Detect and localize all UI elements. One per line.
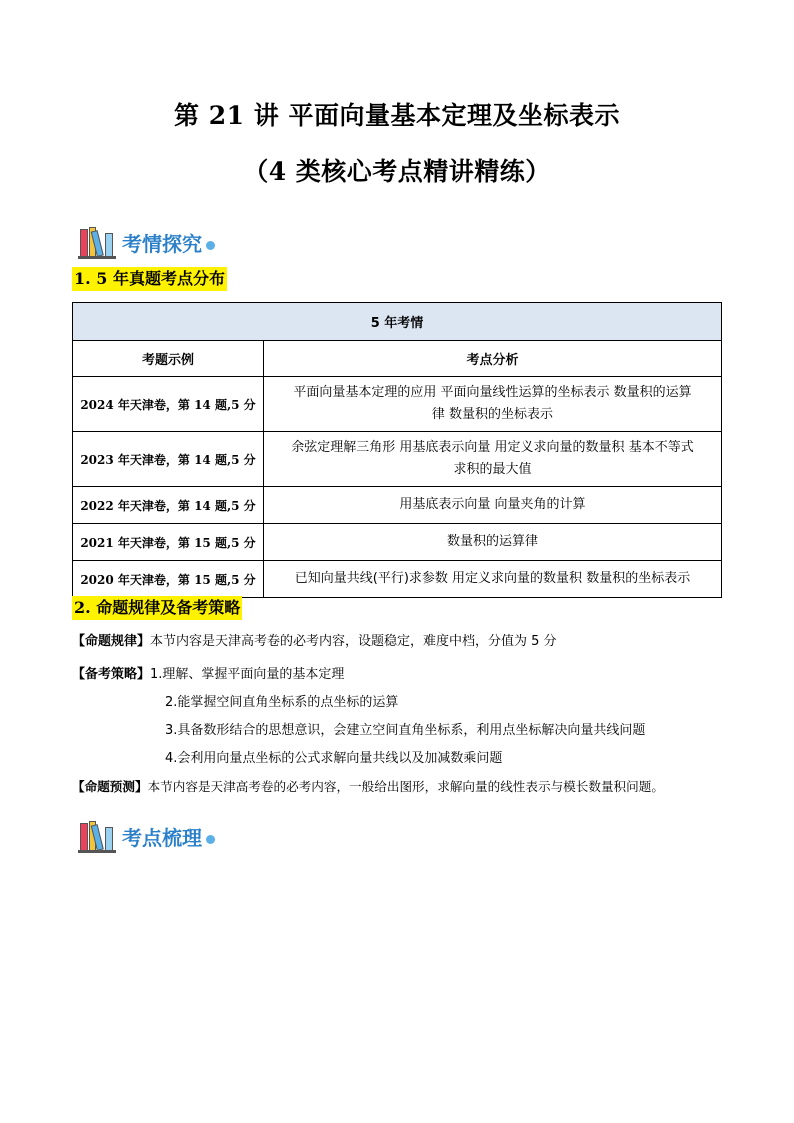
heading-rules-strategy: 2. 命题规律及备考策略 bbox=[72, 596, 242, 620]
analysis-cell: 数量积的运算律 bbox=[264, 524, 722, 561]
table-row bbox=[73, 524, 722, 561]
table-column-row bbox=[73, 341, 722, 377]
books-icon bbox=[78, 819, 118, 853]
dot-icon bbox=[206, 241, 215, 250]
dot-icon bbox=[206, 835, 215, 844]
table-header: 5 年考情 bbox=[73, 303, 722, 341]
table-row bbox=[73, 432, 722, 487]
strategy-label: 【备考策略】 bbox=[72, 667, 151, 682]
rule-paragraph bbox=[72, 632, 557, 652]
exam-cell: 2021 年天津卷，第 15 题,5 分 bbox=[73, 524, 264, 561]
section-header-key-points bbox=[78, 818, 215, 854]
analysis-cell: 用基底表示向量 向量夹角的计算 bbox=[264, 487, 722, 524]
table-row bbox=[73, 377, 722, 432]
rule-text: 本节内容是天津高考卷的必考内容，设题稳定，难度中档，分值为 5 分 bbox=[150, 634, 557, 649]
analysis-cell: 已知向量共线(平行)求参数 用定义求向量的数量积 数量积的坐标表示 bbox=[264, 561, 722, 598]
column-header-analysis: 考点分析 bbox=[264, 341, 722, 377]
table-row bbox=[73, 487, 722, 524]
table-row bbox=[73, 561, 722, 598]
heading-5-year-distribution: 1. 5 年真题考点分布 bbox=[72, 267, 227, 291]
lecture-title: 第 21 讲 平面向量基本定理及坐标表示 bbox=[174, 101, 620, 130]
books-icon bbox=[78, 225, 118, 259]
section-title: 考点梳理 bbox=[122, 825, 202, 850]
strategy-item: 1.理解、掌握平面向量的基本定理 bbox=[150, 667, 345, 682]
lecture-subtitle: （4 类核心考点精讲精练） bbox=[243, 157, 551, 186]
strategy-item: 3.具备数形结合的思想意识，会建立空间直角坐标系，利用点坐标解决向量共线问题 bbox=[165, 723, 646, 738]
column-header-exam: 考题示例 bbox=[73, 341, 264, 377]
section-title: 考情探究 bbox=[122, 231, 202, 256]
strategy-item: 4.会利用向量点坐标的公式求解向量共线以及加减数乘问题 bbox=[165, 751, 503, 766]
exam-distribution-table bbox=[72, 302, 722, 598]
rule-label: 【命题规律】 bbox=[72, 634, 151, 649]
exam-cell: 2020 年天津卷，第 15 题,5 分 bbox=[73, 561, 264, 598]
strategy-paragraph bbox=[72, 665, 344, 685]
exam-cell: 2022 年天津卷，第 14 题,5 分 bbox=[73, 487, 264, 524]
forecast-label: 【命题预测】 bbox=[72, 779, 148, 794]
forecast-text: 本节内容是天津高考卷的必考内容，一般给出图形，求解向量的线性表示与模长数量积问题。 bbox=[147, 779, 664, 794]
exam-cell: 2024 年天津卷，第 14 题,5 分 bbox=[73, 377, 264, 432]
section-header-exam-analysis bbox=[78, 224, 215, 260]
forecast-paragraph bbox=[72, 777, 664, 797]
table-header-row bbox=[73, 303, 722, 341]
exam-cell: 2023 年天津卷，第 14 题,5 分 bbox=[73, 432, 264, 487]
analysis-cell: 余弦定理解三角形 用基底表示向量 用定义求向量的数量积 基本不等式 求积的最大值 bbox=[264, 432, 722, 487]
strategy-item: 2.能掌握空间直角坐标系的点坐标的运算 bbox=[165, 695, 399, 710]
analysis-cell: 平面向量基本定理的应用 平面向量线性运算的坐标表示 数量积的运算 律 数量积的坐标表示 bbox=[264, 377, 722, 432]
